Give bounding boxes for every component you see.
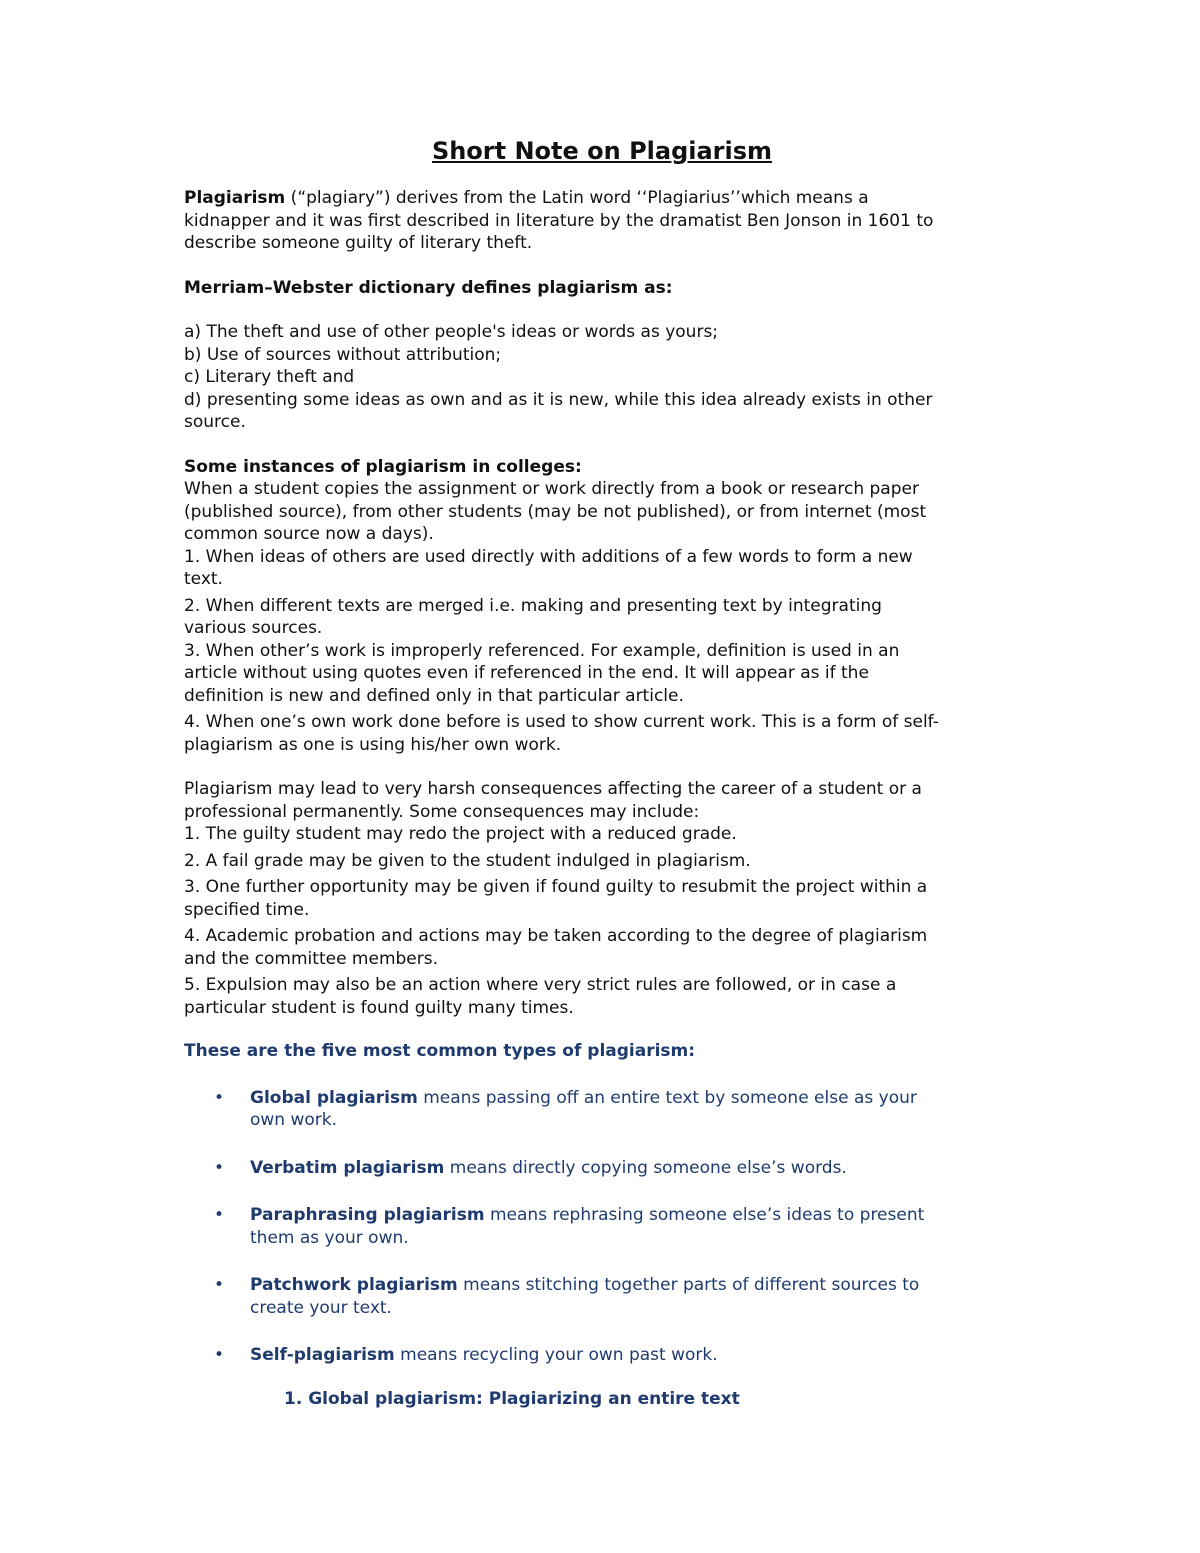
consequence-item: 2. A fail grade may be given to the student indulged in plagiarism. — [184, 850, 751, 871]
intro-paragraph: Plagiarism (“plagiary”) derives from the Latin word ‘‘Plagiarius’’which means a kidnapper and it was first described in literature by the dramatist Ben Jonson in 1601 to describe someone guilty of literary theft. — [184, 188, 934, 253]
bullet-icon: • — [214, 1087, 225, 1108]
intro-term: Plagiarism — [184, 188, 286, 208]
list-item: • Verbatim plagiarism means directly copying someone else’s words. — [214, 1157, 847, 1178]
instance-item: 2. When different texts are merged i.e. making and presenting text by integrating various sources. — [184, 595, 882, 638]
instance-item: 1. When ideas of others are used directly with additions of a few words to form a new text. — [184, 546, 913, 589]
page-title: Short Note on Plagiarism — [431, 137, 773, 165]
consequence-item: 3. One further opportunity may be given if found guilty to resubmit the project within a specified time. — [184, 877, 928, 920]
definition-item: d) presenting some ideas as own and as it is new, while this idea already exists in other — [184, 389, 933, 410]
consequence-item: 5. Expulsion may also be an action where very strict rules are followed, or in case a particular student is found guilty many times. — [184, 975, 897, 1018]
document-body — [184, 134, 1020, 1410]
bullet-icon: • — [214, 1205, 225, 1225]
definition-item: a) The theft and use of other people's ideas or words as yours; — [184, 322, 719, 342]
list-item: • Global plagiarism means passing off an entire text by someone else as your own work. — [214, 1087, 917, 1130]
types-list — [184, 1087, 1020, 1367]
definition-list: a) The theft and use of other people's ideas or words as yours; b) Use of sources without attribution; c) Literary theft and d) presenting some ideas as own and as it is new, while this idea already exists in other source. — [184, 322, 933, 432]
instances-lead: When a student copies the assignment or work directly from a book or research paper (published source), from other students (may be not published), or from internet (most common source now a days). — [184, 479, 927, 544]
consequences-lead: Plagiarism may lead to very harsh consequences affecting the career of a student or a professional permanently. Some consequences may include: — [184, 779, 922, 822]
list-item: • Self-plagiarism means recycling your own past work. — [214, 1345, 718, 1365]
instance-item: 3. When other’s work is improperly referenced. For example, definition is used in an article without using quotes even if referenced in the end. It will appear as if the definition is new and defined only in that particular article. — [184, 640, 900, 706]
instances-heading: Some instances of plagiarism in colleges: — [184, 456, 582, 477]
section-subheading: 1. Global plagiarism: Plagiarizing an entire text — [284, 1388, 740, 1409]
list-item: • Patchwork plagiarism means stitching together parts of different sources to create your text. — [214, 1275, 920, 1318]
instance-item: 4. When one’s own work done before is used to show current work. This is a form of self- plagiarism as one is using his/her own work. — [184, 712, 939, 755]
consequence-item: 4. Academic probation and actions may be taken according to the degree of plagiarism and the committee members. — [184, 926, 928, 969]
definition-item: b) Use of sources without attribution; — [184, 344, 502, 365]
bullet-icon: • — [214, 1275, 225, 1295]
definition-item: c) Literary theft and — [184, 367, 355, 387]
bullet-icon: • — [214, 1157, 225, 1178]
consequence-item: 1. The guilty student may redo the project with a reduced grade. — [184, 824, 737, 844]
list-item: • Paraphrasing plagiarism means rephrasing someone else’s ideas to present them as your own. — [214, 1205, 925, 1248]
bullet-icon: • — [214, 1345, 225, 1365]
types-heading: These are the five most common types of plagiarism: — [184, 1041, 696, 1061]
definition-heading: Merriam–Webster dictionary defines plagiarism as: — [184, 277, 673, 298]
